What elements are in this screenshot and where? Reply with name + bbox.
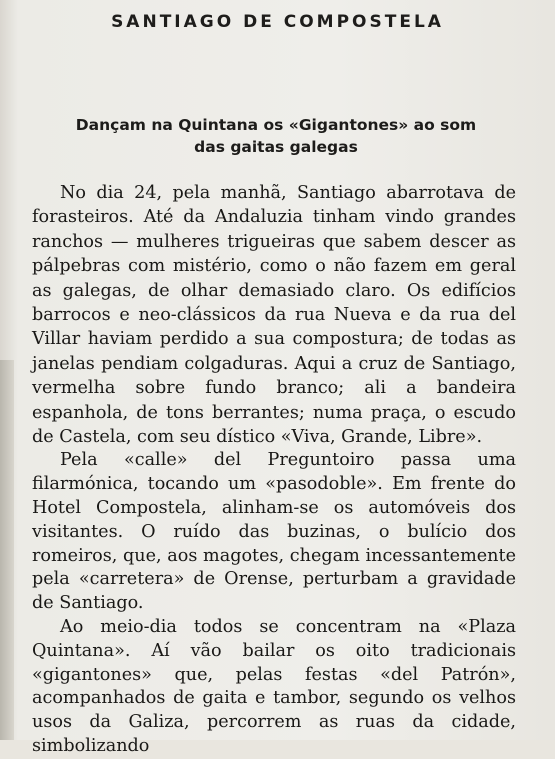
page-edge xyxy=(0,360,14,740)
paragraph-3: Ao meio-dia todos se concentram na «Plaza Quintana». Aí vão bailar os oito tradicionais «gigantones» que, pelas festas «del Patrón», acompanhados de gaita e tambor, segundo os velhos usos da Galiza, percorrem as ruas da cidade, simbolizando xyxy=(32,617,516,757)
paragraph-1: No dia 24, pela manhã, Santiago abarrotava de forasteiros. Até da Andaluzia tinham vindo grandes ranchos — mulheres trigueiras que sabem descer as pálpebras com mistério, como o não fazem em geral as galegas, de olhar demasiado claro. Os edifícios barrocos e neo-clássicos da rua Nueva e da rua del Villar haviam perdido a sua compostura; de todas as janelas pendiam colgaduras. Aqui a cruz de Santiago, vermelha sobre fundo branco; ali a bandeira espanhola, de tons berrantes; numa praça, o escudo de Castela, com seu dístico «Viva, Grande, Libre». xyxy=(32,183,516,448)
section-title-line-2: das gaitas galegas xyxy=(194,138,358,156)
body-text xyxy=(32,181,516,759)
paragraph-2: Pela «calle» del Preguntoiro passa uma filarmónica, tocando um «pasodoble». Em frente do Hotel Compostela, alinham-se os automóveis dos visitantes. O ruído das buzinas, o bulício dos romeiros, que, aos magotes, chegam incessantemente pela «carretera» de Orense, perturbam a gravidade de Santiago. xyxy=(32,450,516,614)
section-title-line-1: Dançam na Quintana os «Gigantones» ao som xyxy=(75,116,477,134)
running-head: SANTIAGO DE COMPOSTELA xyxy=(111,12,444,32)
section-title xyxy=(26,114,526,158)
